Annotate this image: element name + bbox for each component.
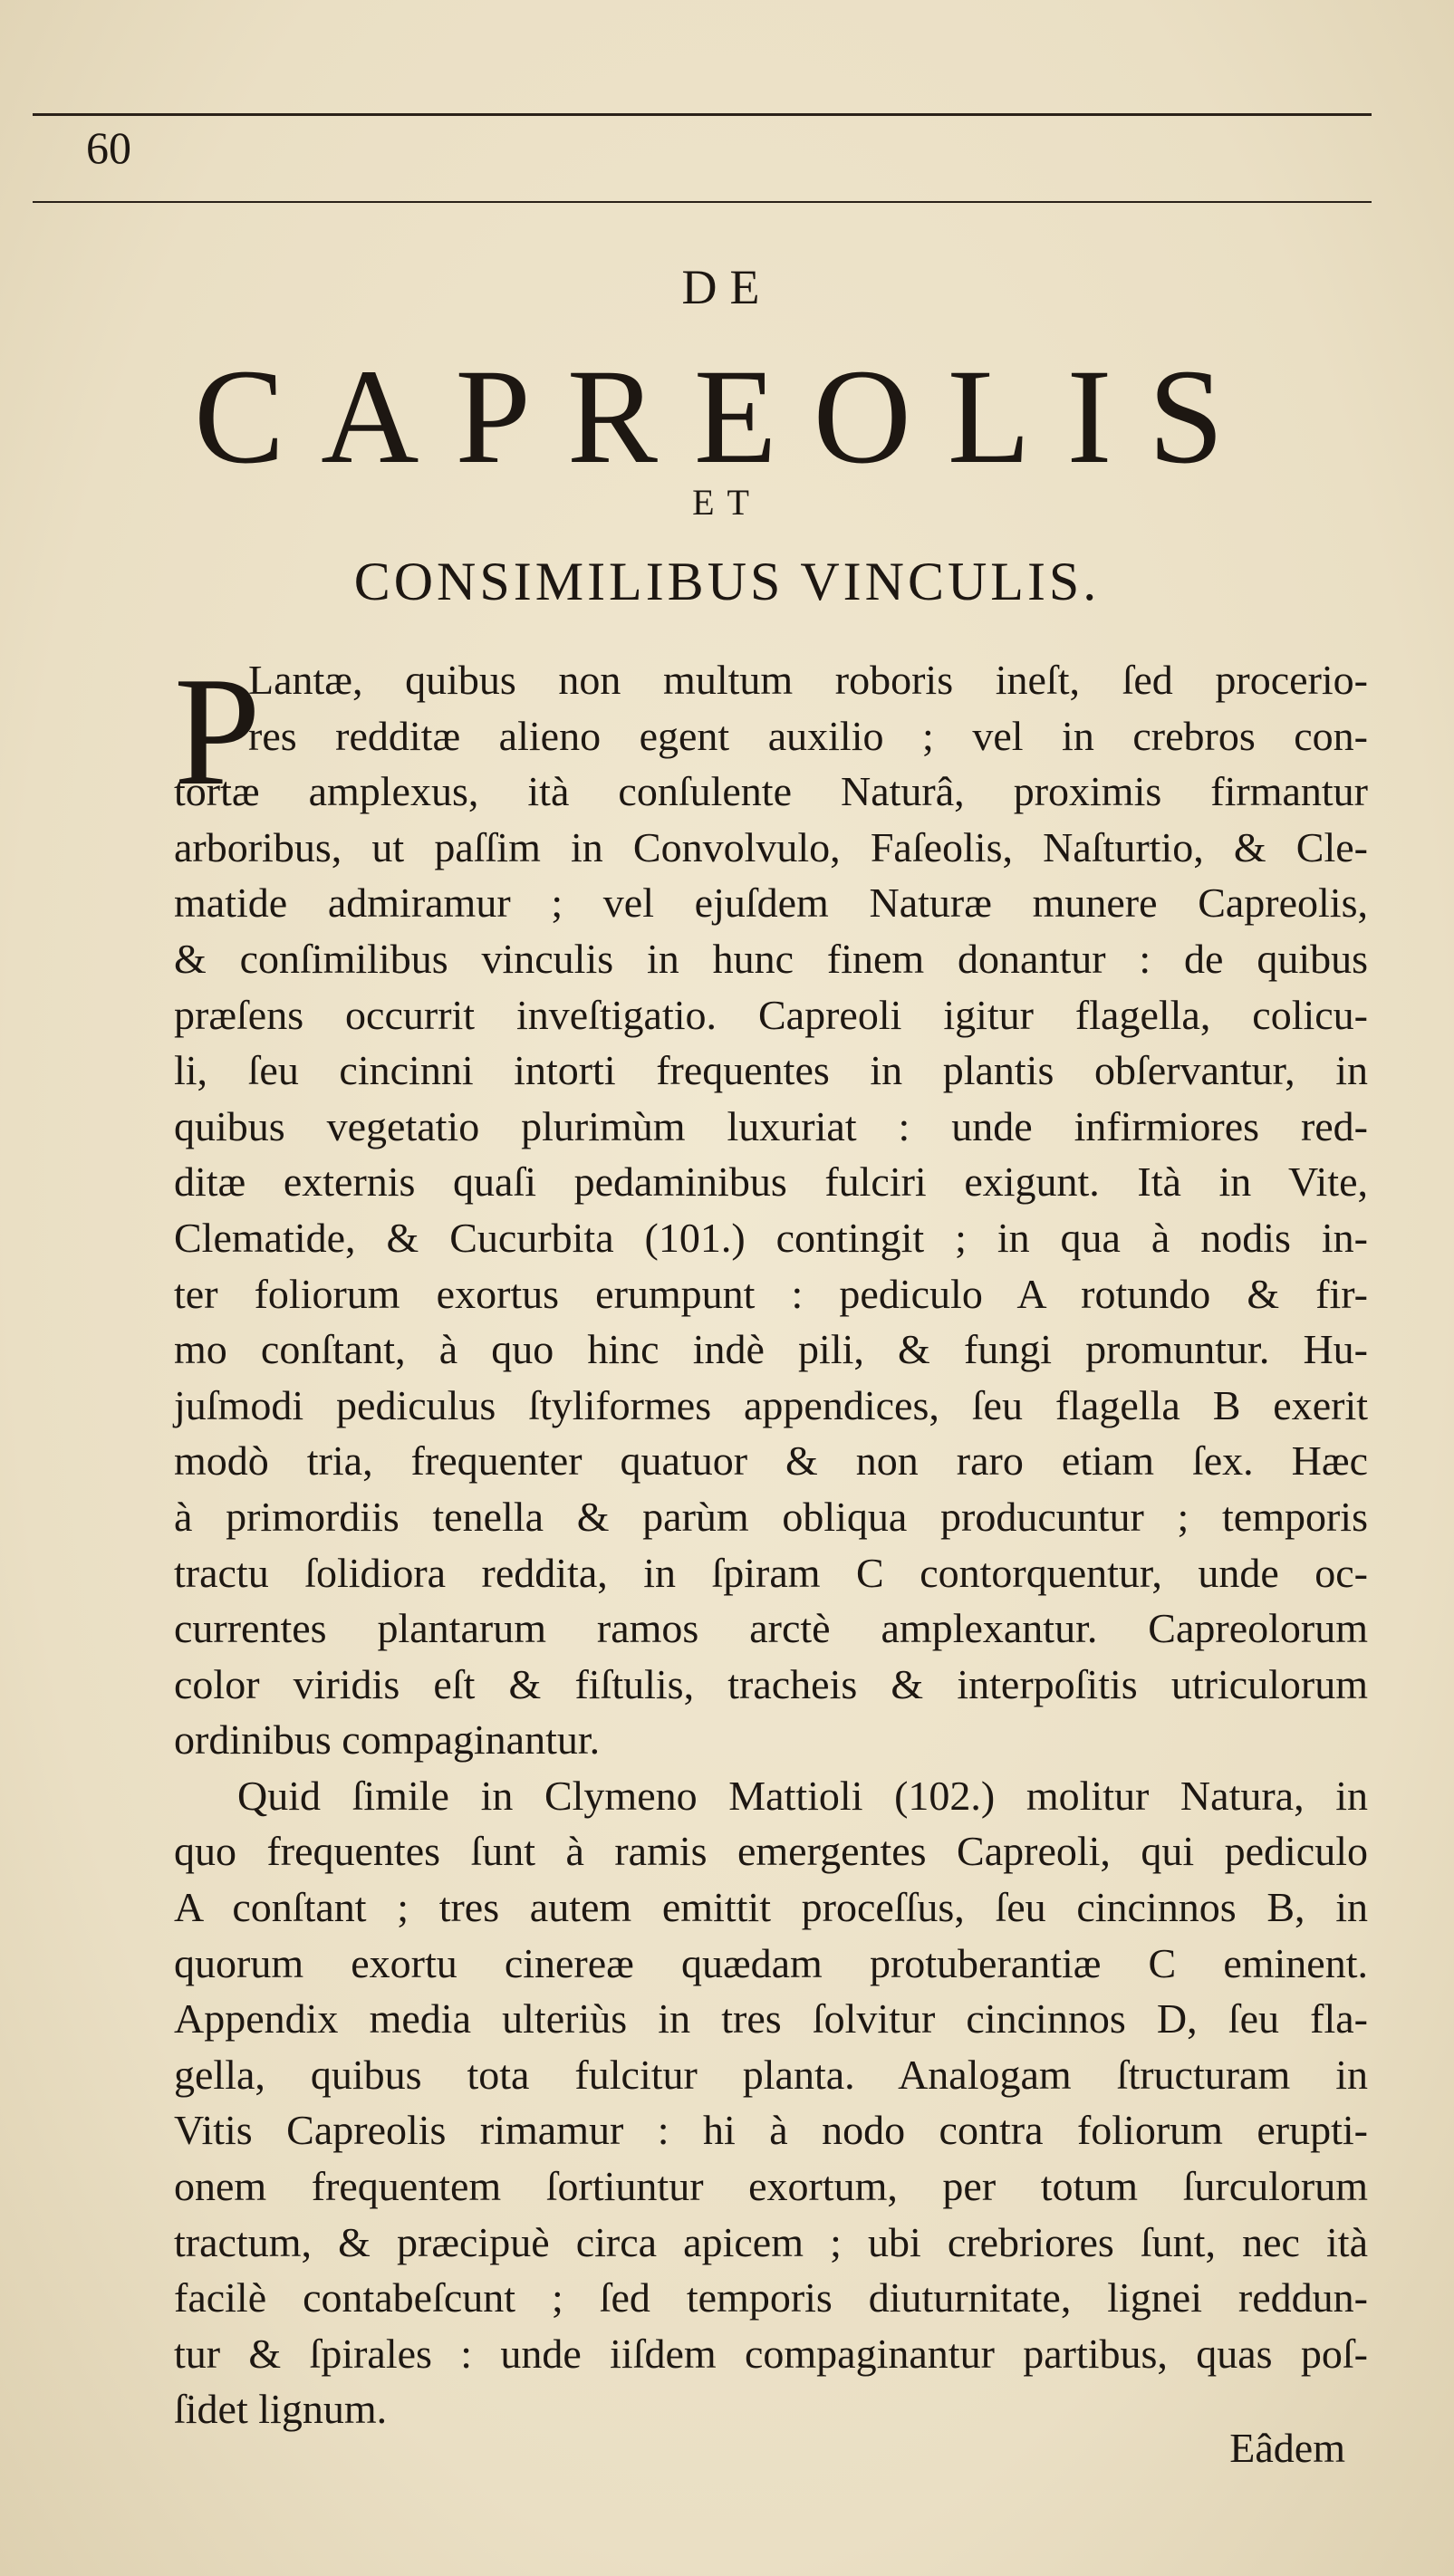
text-line: li, ſeu cincinni intorti frequentes in plantis obſervantur, in: [174, 1047, 1368, 1094]
text-line: quo frequentes ſunt à ramis emergentes Capreoli, qui pediculo: [174, 1828, 1368, 1875]
text-line: Quid ſimile in Clymeno Mattioli (102.) molitur Natura, in: [237, 1772, 1368, 1819]
text-line: arboribus, ut paſſim in Convolvulo, Faſeolis, Naſturtio, & Cle-: [174, 823, 1368, 870]
text-line: gella, quibus tota fulcitur planta. Analogam ſtructuram in: [174, 2051, 1368, 2098]
text-line: ſidet lignum.: [174, 2386, 388, 2433]
text-line: onem frequentem ſortiuntur exortum, per totum ſurculorum: [174, 2163, 1368, 2210]
page-number: 60: [86, 122, 131, 173]
text-line: ordinibus compaginantur.: [174, 1716, 601, 1764]
drop-cap: P: [174, 646, 261, 818]
text-line: quorum exortu cinereæ quædam protuberantiæ C eminent.: [174, 1939, 1368, 1986]
text-line: tortæ amplexus, ità conſulente Naturâ, proximis firmantur: [174, 768, 1368, 815]
page-subtitle: CONSIMILIBUS VINCULIS.: [353, 552, 1101, 611]
body-text: [174, 646, 1368, 2437]
title-line-de: DE: [681, 260, 773, 314]
text-line: Lantæ, quibus non multum roboris ineſt, ſed procerio-: [248, 657, 1368, 703]
text-line: Clematide, & Cucurbita (101.) contingit ; in qua à nodis in-: [174, 1214, 1368, 1261]
text-line: quibus vegetatio plurimùm luxuriat : unde infirmiores red-: [174, 1102, 1368, 1149]
text-line: currentes plantarum ramos arctè amplexantur. Capreolorum: [174, 1605, 1368, 1652]
text-line: juſmodi pediculus ſtyliformes appendices, ſeu flagella B exerit: [174, 1381, 1368, 1428]
header-rule-bottom: [33, 201, 1372, 203]
text-line: Appendix media ulteriùs in tres ſolvitur cincinnos D, ſeu fla-: [174, 1995, 1368, 2043]
title-line-et: ET: [692, 482, 762, 523]
catchword: Eâdem: [1229, 2425, 1345, 2471]
text-line: facilè contabeſcunt ; ſed temporis diuturnitate, lignei reddun-: [174, 2274, 1368, 2321]
text-line: mo conſtant, à quo hinc indè pili, & fungi promuntur. Hu-: [174, 1326, 1368, 1373]
text-line: Vitis Capreolis rimamur : hi à nodo contra foliorum erupti-: [174, 2107, 1368, 2154]
page-title: CAPREOLIS: [194, 341, 1260, 492]
text-line: tur & ſpirales : unde iiſdem compaginantur partibus, quas poſ-: [174, 2330, 1368, 2377]
text-line: tractu ſolidiora reddita, in ſpiram C contorquentur, unde oc-: [174, 1549, 1368, 1596]
text-line: & conſimilibus vinculis in hunc finem donantur : de quibus: [174, 935, 1368, 982]
header-rule-top: [33, 113, 1372, 116]
text-line: modò tria, frequenter quatuor & non raro etiam ſex. Hæc: [174, 1437, 1368, 1485]
text-line: à primordiis tenella & parùm obliqua producuntur ; temporis: [174, 1493, 1368, 1540]
text-line: ter foliorum exortus erumpunt : pediculo A rotundo & fir-: [174, 1270, 1368, 1317]
text-line: ditæ externis quaſi pedaminibus fulciri exigunt. Ità in Vite,: [174, 1158, 1368, 1206]
text-line: A conſtant ; tres autem emittit proceſſus, ſeu cincinnos B, in: [174, 1884, 1368, 1931]
text-line: tractum, & præcipuè circa apicem ; ubi crebriores ſunt, nec ità: [174, 2218, 1368, 2265]
text-line: matide admiramur ; vel ejuſdem Naturæ munere Capreolis,: [174, 879, 1368, 927]
text-line: res redditæ alieno egent auxilio ; vel in crebros con-: [248, 712, 1368, 759]
text-line: color viridis eſt & fiſtulis, tracheis & interpoſitis utriculorum: [174, 1660, 1368, 1707]
text-line: præſens occurrit inveſtigatio. Capreoli igitur flagella, colicu-: [174, 991, 1368, 1038]
